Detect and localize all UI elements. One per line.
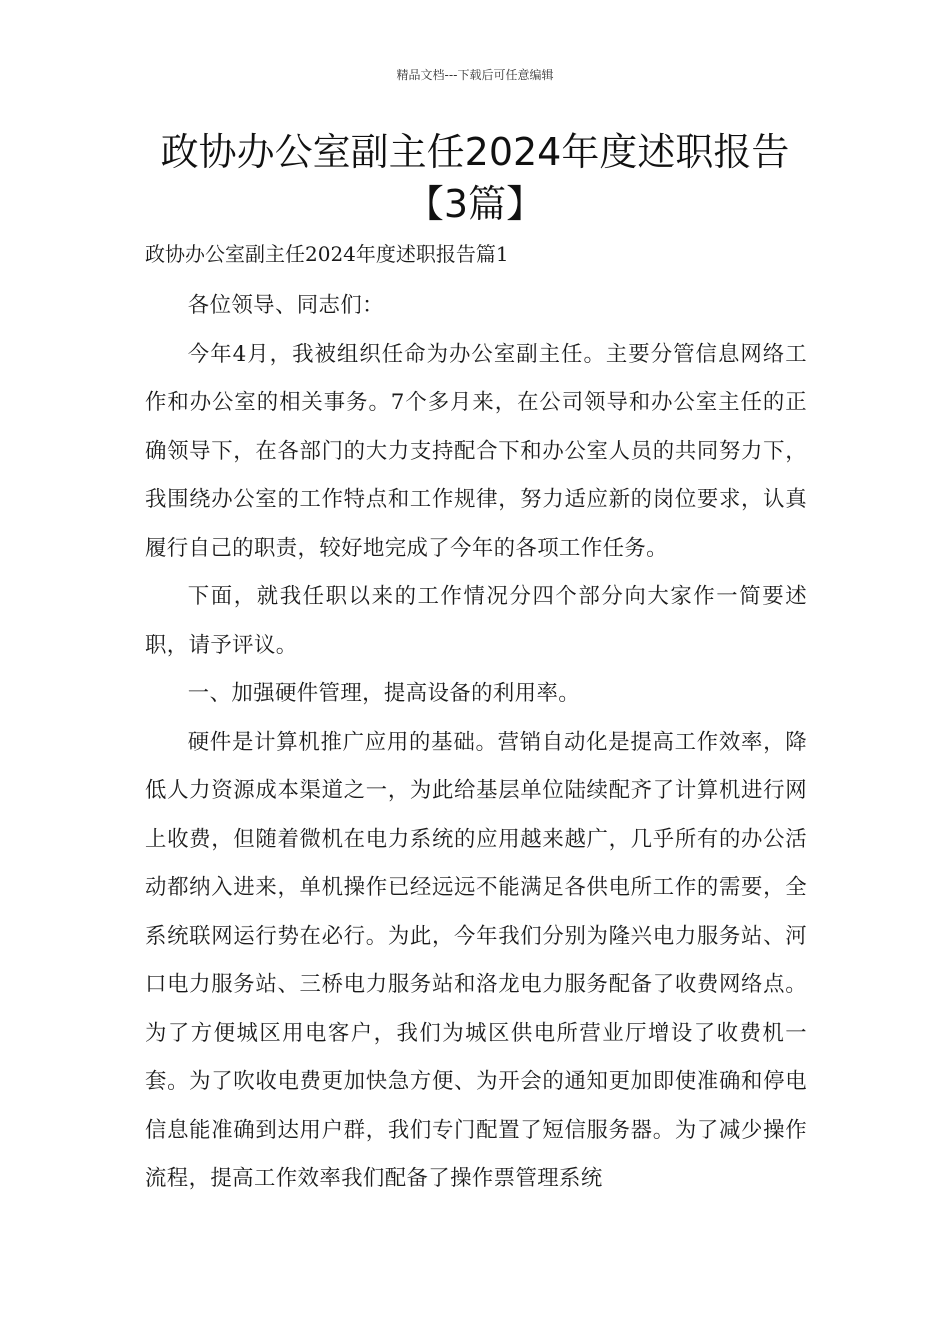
section-subtitle: 政协办公室副主任2024年度述职报告篇1: [145, 242, 509, 266]
title-line-1: 政协办公室副主任2024年度述职报告: [160, 130, 790, 174]
body-paragraph: 硬件是计算机推广应用的基础。营销自动化是提高工作效率，降低人力资源成本渠道之一，为此给基层单位陆续配齐了计算机进行网上收费，但随着微机在电力系统的应用越来越广，几乎所有的办公活动都纳入进来，单机操作已经远远不能满足各供电所工作的需要，全系统联网运行势在必行。为此，今年我们分别为隆兴电力服务站、河口电力服务站、三桥电力服务站和洛龙电力服务配备了收费网络点。为了方便城区用电客户，我们为城区供电所营业厅增设了收费机一套。为了吹收电费更加快急方便、为开会的通知更加即使准确和停电信息能准确到达用户群，我们专门配置了短信服务器。为了减少操作流程，提高工作效率我们配备了操作票管理系统: [145, 729, 807, 1191]
title-line-2: 【3篇】: [405, 182, 545, 226]
header-note: 精品文档---下载后可任意编辑: [396, 68, 554, 82]
document-body: [145, 282, 807, 1204]
body-paragraph: 下面，就我任职以来的工作情况分四个部分向大家作一简要述职，请予评议。: [145, 584, 807, 658]
body-paragraph: 今年4月，我被组织任命为办公室副主任。主要分管信息网络工作和办公室的相关事务。7个多月来，在公司领导和办公室主任的正确领导下，在各部门的大力支持配合下和办公室人员的共同努力下，我围绕办公室的工作特点和工作规律，努力适应新的岗位要求，认真履行自己的职责，较好地完成了今年的各项工作任务。: [145, 341, 807, 561]
section-heading: 一、加强硬件管理，提高设备的利用率。: [187, 681, 581, 706]
greeting-paragraph: 各位领导、同志们：: [187, 293, 384, 318]
document-title: [100, 126, 850, 230]
